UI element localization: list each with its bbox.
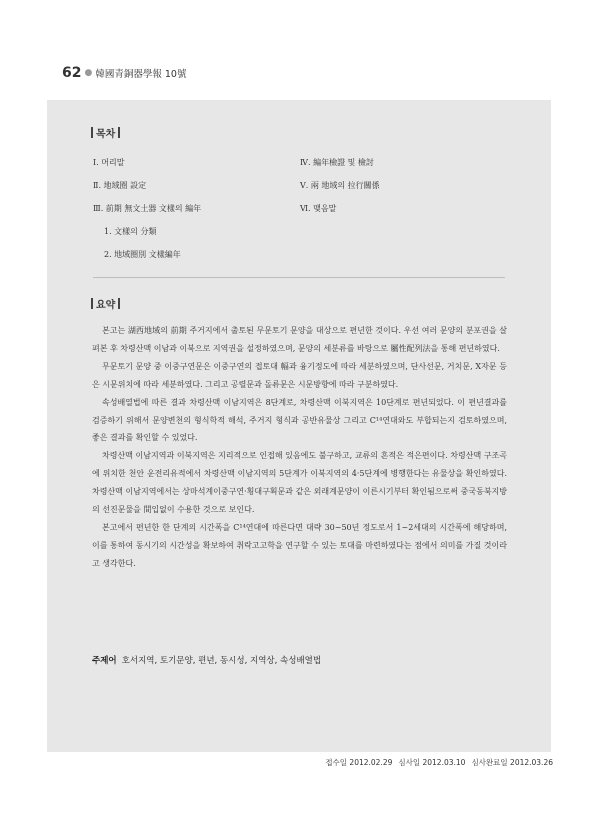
received-date: 접수일 2012.02.29 [325,758,393,767]
toc-item: Ⅲ. 前期 無文土器 文樣의 編年 [93,204,202,213]
abstract-paragraph: 본고에서 편년한 한 단계의 시간폭을 C¹⁴연대에 따른다면 대략 30~50년 정도로서 1~2세대의 시간폭에 해당하며, 이를 통하여 동시기의 시간성을 확보하여 취락고고학을 연구할 수 있는 토대를 마련하였다는 점에서 의미를 가질 것이라고 생각한다. [92,522,507,568]
abstract-paragraph: 속성배열법에 따른 결과 차령산맥 이남지역은 8단계로, 차령산맥 이북지역은 10단계로 편년되었다. 이 편년결과를 검증하기 위해서 문양변천의 형식학적 해석, 주거지 형식과 공반유물상 그리고 C¹⁴연대와도 부합되는지 검토하였으며, 좋은 결과를 확인할 수 있었다. [92,397,507,443]
abstract-title: 요약 [96,300,116,311]
accepted-date: 심사완료일 2012.03.26 [471,758,553,767]
abstract-body [92,322,507,573]
running-header [62,62,186,81]
heading-bar-left-icon [91,298,93,309]
keywords-text: 호서지역, 토기문양, 편년, 동시성, 지역상, 속성배열법 [121,656,322,666]
toc-item: Ⅴ. 兩 地域의 拉行關係 [300,181,380,190]
toc-heading [88,125,123,140]
toc-item: Ⅱ. 地域圈 設定 [93,181,147,190]
review-date: 심사일 2012.03.10 [398,758,466,767]
heading-bar-right-icon [118,298,120,309]
abstract-paragraph: 차령산맥 이남지역과 이북지역은 지리적으로 인접해 있음에도 불구하고, 교류의 흔적은 적은편이다. 차령산맥 구조곡에 위치한 천안 운전리유적에서 차령산맥 이남지역의 5단계가 이북지역의 4·5단계에 병행한다는 유물상을 확인하였다. 차령산맥 이남지역에서는 상마석계이중구연·횡대구획문과 같은 외래계문양이 이른시기부터 확인됨으로써 중국동북지방의 선진문물을 間입없이 수용한 것으로 보인다. [92,451,507,515]
abstract-paragraph: 무문토기 문양 중 이중구연문은 이중구연의 접토대 幅과 융기정도에 따라 세분하였으며, 단사선문, 거치문, X자문 등은 시문위치에 따라 세분하였다. 그리고 공렬문과 돌류문은 시문방향에 따라 구분하였다. [92,361,507,389]
abstract-heading [88,296,123,311]
toc-item: Ⅵ. 맺음말 [300,204,337,213]
keywords-label: 주제어 [92,656,117,666]
submission-dates [319,757,553,768]
abstract-paragraph: 본고는 湖西地域의 前期 주거지에서 출토된 무문토기 문양을 대상으로 편년한 것이다. 우선 여러 문양의 분포권을 살펴본 후 차령산맥 이남과 이북으로 지역권을 설정하였으며, 문양의 세분류를 바탕으로 屬性配列法을 통해 편년하였다. [92,326,507,353]
journal-title: 韓國青銅器學報 10號 [95,69,187,80]
keywords [92,654,321,666]
heading-bar-left-icon [91,127,93,138]
toc-item: 1. 文樣의 分類 [104,227,157,236]
toc-item: Ⅰ. 머리말 [93,158,125,167]
heading-bar-right-icon [118,127,120,138]
toc-item: 2. 地域圈別 文樣編年 [104,250,181,259]
toc-item: Ⅳ. 編年檢證 및 檢討 [300,158,374,167]
section-divider [93,277,505,278]
bullet-icon: ● [84,68,93,78]
page-number: 62 [62,65,82,81]
toc-title: 목차 [96,129,116,140]
